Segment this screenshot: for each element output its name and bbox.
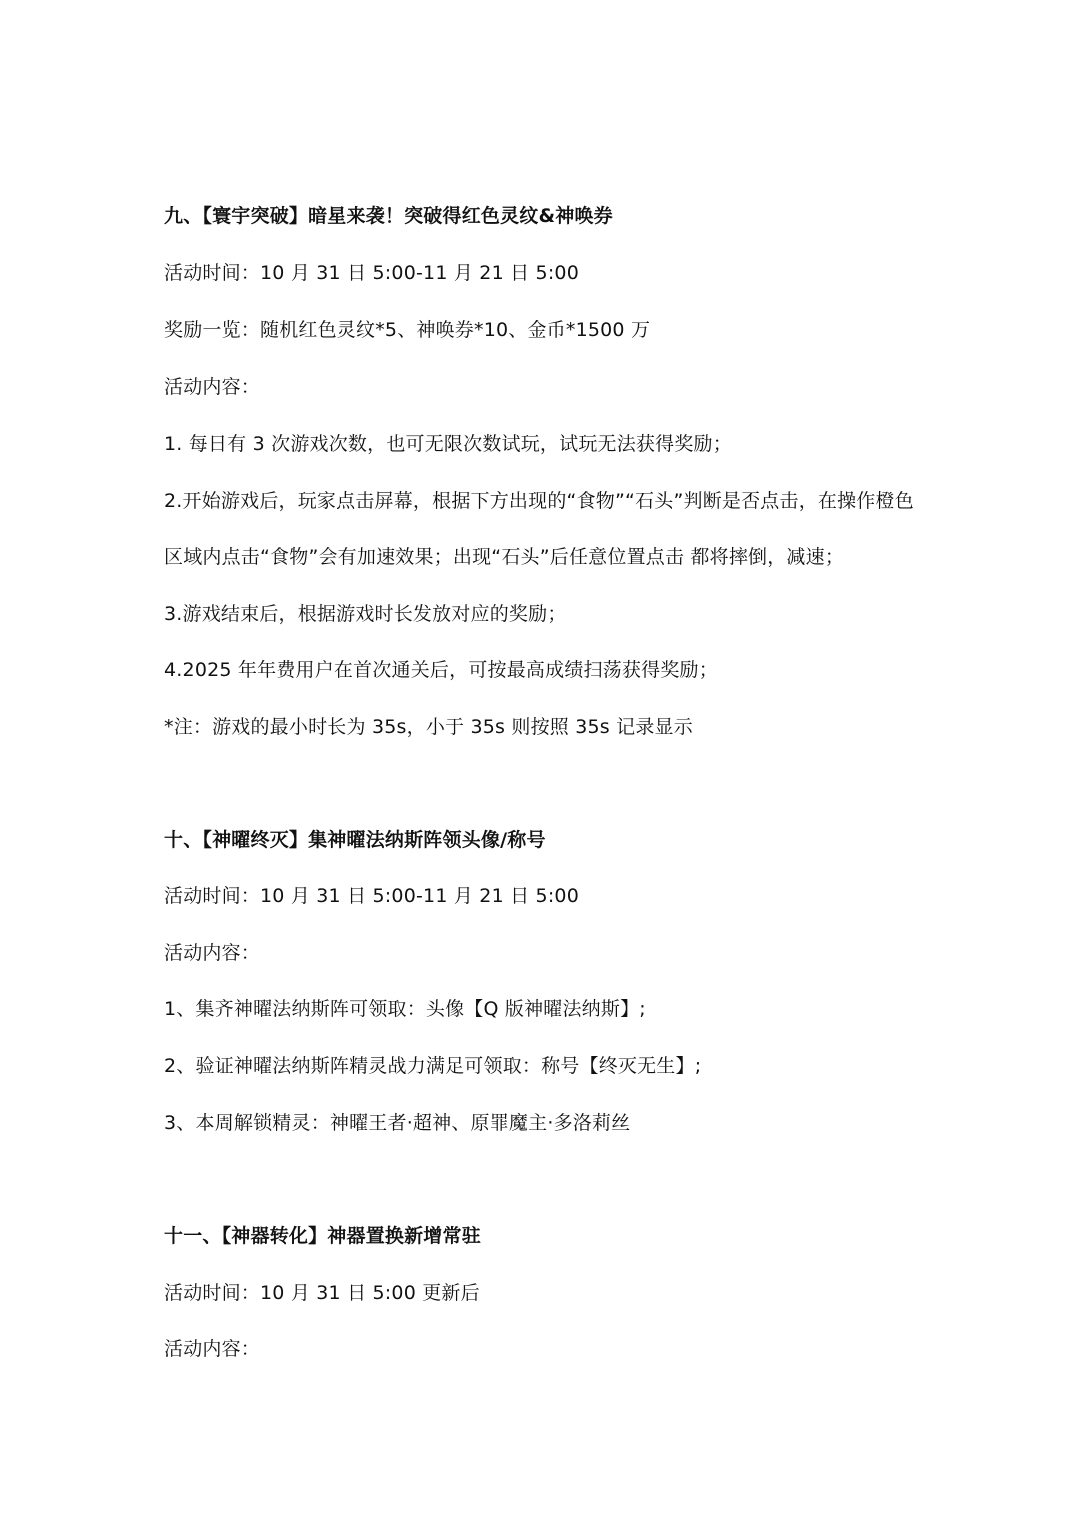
- section-11-content-label: 活动内容：: [164, 1338, 261, 1360]
- section-9-rule-4: 4.2025 年年费用户在首次通关后，可按最高成绩扫荡获得奖励；: [164, 659, 718, 681]
- section-9-rule-3: 3.游戏结束后，根据游戏时长发放对应的奖励；: [164, 603, 567, 625]
- section-9-rule-1: 1. 每日有 3 次游戏次数，也可无限次数试玩，试玩无法获得奖励；: [164, 433, 732, 455]
- section-10-heading: 十、【神曜终灭】集神曜法纳斯阵领头像/称号: [164, 829, 546, 851]
- section-9-heading: 九、【寰宇突破】暗星来袭！突破得红色灵纹&神唤券: [164, 205, 613, 227]
- section-9-content-label: 活动内容：: [164, 376, 261, 398]
- section-11-heading: 十一、【神器转化】神器置换新增常驻: [164, 1225, 481, 1247]
- section-10-item-3: 3、本周解锁精灵：神曜王者·超神、原罪魔主·多洛莉丝: [164, 1112, 631, 1134]
- section-10-item-1: 1、集齐神曜法纳斯阵可领取：头像【Q 版神曜法纳斯】;: [164, 998, 646, 1020]
- section-10-content-label: 活动内容：: [164, 942, 261, 964]
- section-10-item-2: 2、验证神曜法纳斯阵精灵战力满足可领取：称号【终灭无生】;: [164, 1055, 702, 1077]
- section-9-rule-2: 2.开始游戏后，玩家点击屏幕，根据下方出现的“食物”“石头”判断是否点击，在操作橙色: [164, 490, 914, 512]
- section-9-time: 活动时间：10 月 31 日 5:00-11 月 21 日 5:00: [164, 262, 580, 284]
- section-10-time: 活动时间：10 月 31 日 5:00-11 月 21 日 5:00: [164, 885, 580, 907]
- section-9-rule-2-cont: 区域内点击“食物”会有加速效果；出现“石头”后任意位置点击 都将摔倒，减速；: [164, 546, 845, 568]
- section-9-rewards: 奖励一览：随机红色灵纹*5、神唤券*10、金币*1500 万: [164, 319, 651, 341]
- section-9-note: *注：游戏的最小时长为 35s，小于 35s 则按照 35s 记录显示: [164, 716, 693, 738]
- section-11-time: 活动时间：10 月 31 日 5:00 更新后: [164, 1282, 480, 1304]
